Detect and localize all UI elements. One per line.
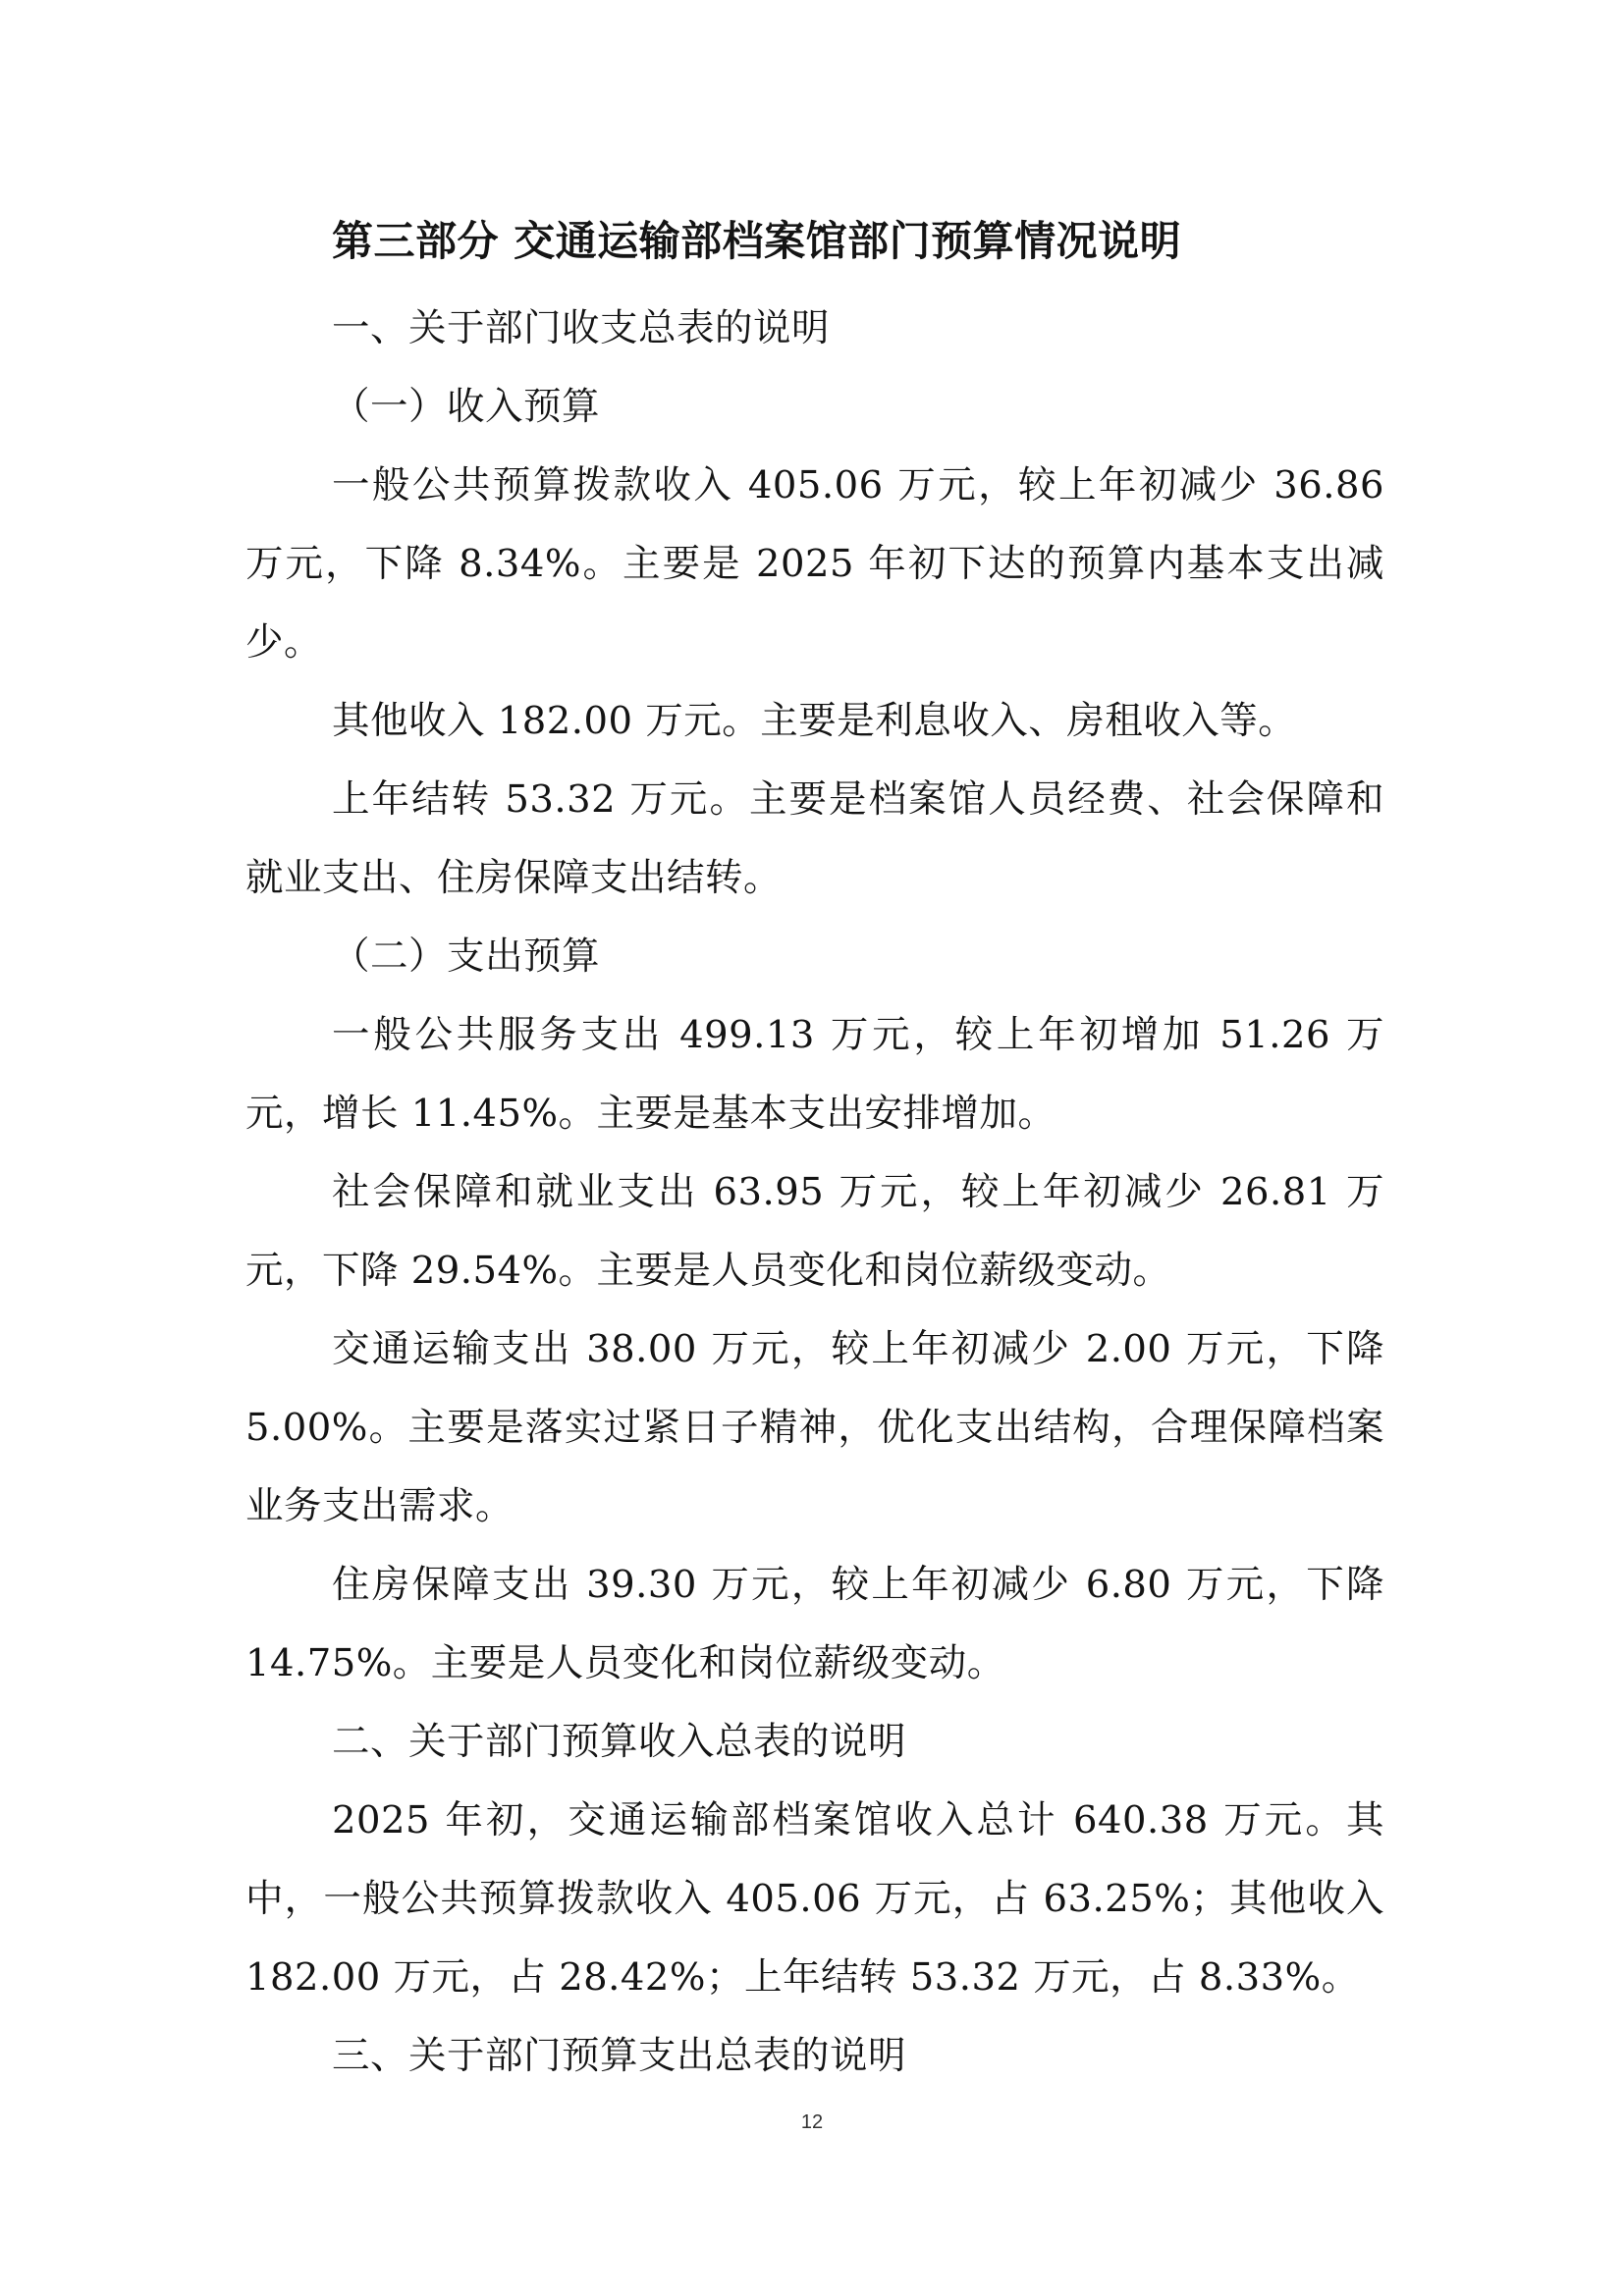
page-title: 第三部分 交通运输部档案馆部门预算情况说明 [332,217,1182,265]
page-number: 12 [800,2111,824,2133]
section-heading-1: 一、关于部门收支总表的说明 [332,306,831,350]
paragraph-income-total: 2025 年初，交通运输部档案馆收入总计 640.38 万元。其中，一般公共预算拨款收入 405.06 万元，占 63.25%；其他收入 182.00 万元，占 28.42%；上年结转 53.32 万元，占 8.33%。 [245,1798,1384,2000]
paragraph-housing-expenditure: 住房保障支出 39.30 万元，较上年初减少 6.80 万元，下降 14.75%。主要是人员变化和岗位薪级变动。 [245,1563,1384,1685]
section-heading-2: 二、关于部门预算收入总表的说明 [332,1720,907,1764]
subsection-heading-income: （一）收入预算 [332,385,601,429]
paragraph-transport-expenditure: 交通运输支出 38.00 万元，较上年初减少 2.00 万元，下降 5.00%。主要是落实过紧日子精神，优化支出结构，合理保障档案业务支出需求。 [245,1327,1384,1528]
paragraph-carryover: 上年结转 53.32 万元。主要是档案馆人员经费、社会保障和就业支出、住房保障支出结转。 [245,777,1384,900]
document-body [245,290,1384,2096]
subsection-heading-expenditure: （二）支出预算 [332,934,601,979]
paragraph-social-security-expenditure: 社会保障和就业支出 63.95 万元，较上年初减少 26.81 万元，下降 29.54%。主要是人员变化和岗位薪级变动。 [245,1170,1384,1293]
paragraph-other-income: 其他收入 182.00 万元。主要是利息收入、房租收入等。 [332,699,1297,743]
paragraph-public-service-expenditure: 一般公共服务支出 499.13 万元，较上年初增加 51.26 万元，增长 11.45%。主要是基本支出安排增加。 [245,1013,1384,1136]
paragraph-general-budget-income: 一般公共预算拨款收入 405.06 万元，较上年初减少 36.86 万元，下降 8.34%。主要是 2025 年初下达的预算内基本支出减少。 [245,463,1384,665]
section-heading-3: 三、关于部门预算支出总表的说明 [332,2034,907,2078]
